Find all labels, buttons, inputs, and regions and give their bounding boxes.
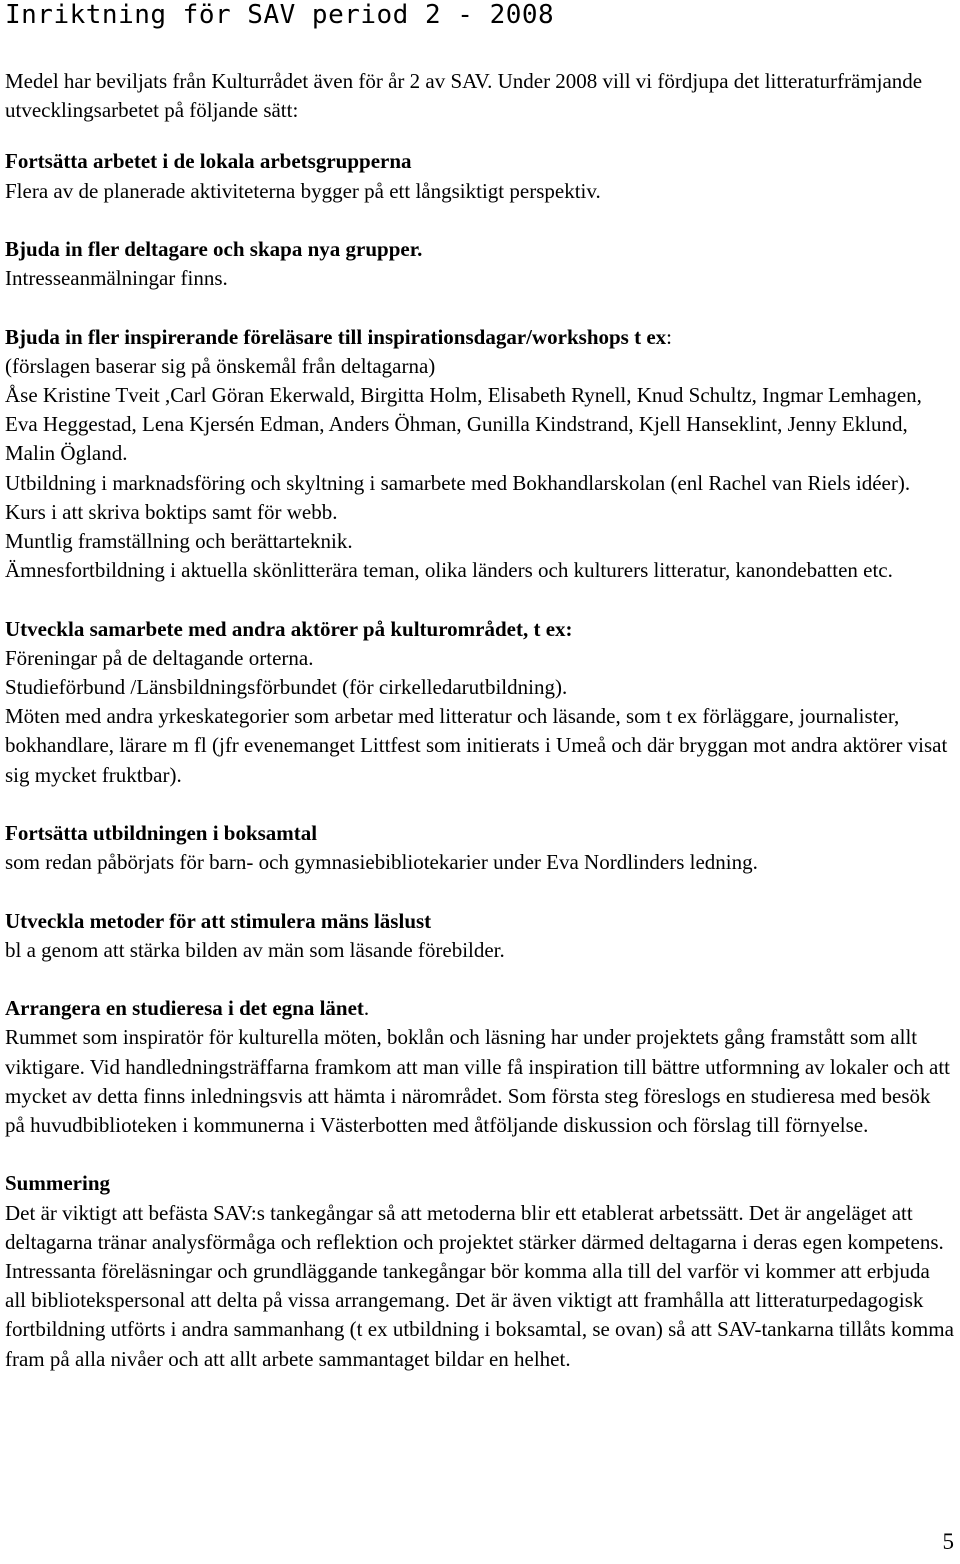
section-text-mens-reading: bl a genom att stärka bilden av män som läsande förebilder. [5, 937, 505, 962]
section-text-book-talks: som redan påbörjats för barn- och gymnasiebibliotekarier under Eva Nordlinders ledning. [5, 850, 758, 875]
section-heading-study-trip-suffix: . [363, 996, 370, 1021]
lecturers-item-booktips: Kurs i att skriva boktips samt för webb. [5, 499, 338, 524]
page-number: 5 [942, 1529, 954, 1554]
section-heading-lecturers-line [5, 323, 955, 352]
section-text-summary: Det är viktigt att befästa SAV:s tankegångar så att metoderna blir ett etablerat arbetssätt. Det är angeläget att deltagarna tränar analysförmåga och reflektion och projektet stärker därmed deltagarna i deras egen kompetens. Intressanta föreläsningar och grundläggande tankegångar bör komma alla till del varför vi kommer att erbjuda all bibliotekspersonal att delta på vissa arrangemang. Det är även viktigt att framhålla att litteraturpedagogisk fortbildning utförts i andra sammanhang (t ex utbildning i boksamtal, se ovan) så att SAV-tankarna tillåts komma fram på alla nivåer och att allt arbete sammantaget bildar en helhet. [5, 1200, 954, 1371]
section-heading-lecturers: Bjuda in fler inspirerande föreläsare till inspirationsdagar/workshops t ex [5, 324, 667, 349]
document-body [5, 67, 955, 1374]
lecturers-item-subject-training: Ämnesfortbildning i aktuella skönlitterära teman, olika länders och kulturers litteratur, kanondebatten etc. [5, 558, 893, 583]
section-heading-study-trip-line [5, 994, 955, 1023]
section-heading-local-groups: Fortsätta arbetet i de lokala arbetsgrupperna [5, 149, 412, 174]
collaboration-item-study-associations: Studieförbund /Länsbildningsförbundet (för cirkelledarutbildning). [5, 675, 568, 700]
section-heading-mens-reading: Utveckla metoder för att stimulera mäns läslust [5, 908, 432, 933]
section-heading-collaboration: Utveckla samarbete med andra aktörer på kulturområdet, t ex: [5, 616, 573, 641]
section-text-study-trip: Rummet som inspiratör för kulturella möten, boklån och läsning har under projektets gång framstått som allt viktigare. Vid handledningsträffarna framkom att man ville få inspiration till bättre utformning av lokaler och att mycket av detta finns inledningsvis att hämta i närområdet. Som första steg föreslogs en studieresa med besök på huvudbiblioteken i kommunerna i Västerbotten med åtföljande diskussion och förslag till förnyelse. [5, 1025, 951, 1138]
section-heading-lecturers-suffix: : [666, 324, 673, 349]
lecturers-item-marketing: Utbildning i marknadsföring och skyltning i samarbete med Bokhandlarskolan (enl Rachel van Riels idéer). [5, 470, 911, 495]
section-heading-new-groups: Bjuda in fler deltagare och skapa nya grupper. [5, 237, 423, 261]
lecturers-names: Åse Kristine Tveit ,Carl Göran Ekerwald, Birgitta Holm, Elisabeth Rynell, Knud Schultz, Ingmar Lemhagen, Eva Heggestad, Lena Kjersén Edman, Anders Öhman, Gunilla Kindstrand, Kjell Hanseklint, Jenny Eklund, Malin Ögland. [5, 383, 922, 466]
section-text-local-groups: Flera av de planerade aktiviteterna bygger på ett långsiktigt perspektiv. [5, 178, 601, 203]
intro-paragraph: Medel har beviljats från Kulturrådet även för år 2 av SAV. Under 2008 vill vi fördjupa det litteraturfrämjande utvecklingsarbetet på följande sätt: [5, 69, 923, 123]
section-heading-study-trip: Arrangera en studieresa i det egna länet [5, 996, 364, 1021]
section-heading-summary: Summering [5, 1171, 110, 1196]
collaboration-item-associations: Föreningar på de deltagande orterna. [5, 645, 314, 670]
lecturers-item-storytelling: Muntlig framställning och berättarteknik. [5, 529, 353, 554]
lecturers-note: (förslagen baserar sig på önskemål från deltagarna) [5, 353, 436, 378]
section-text-new-groups: Intresseanmälningar finns. [5, 266, 228, 291]
page-title: Inriktning för SAV period 2 - 2008 [5, 0, 555, 30]
collaboration-item-meetings: Möten med andra yrkeskategorier som arbetar med litteratur och läsande, som t ex förläggare, journalister, bokhandlare, lärare m fl (jfr evenemanget Littfest som initierats i Umeå och där bryggan mot andra aktörer visat sig mycket fruktbar). [5, 704, 948, 787]
section-heading-book-talks: Fortsätta utbildningen i boksamtal [5, 821, 318, 846]
